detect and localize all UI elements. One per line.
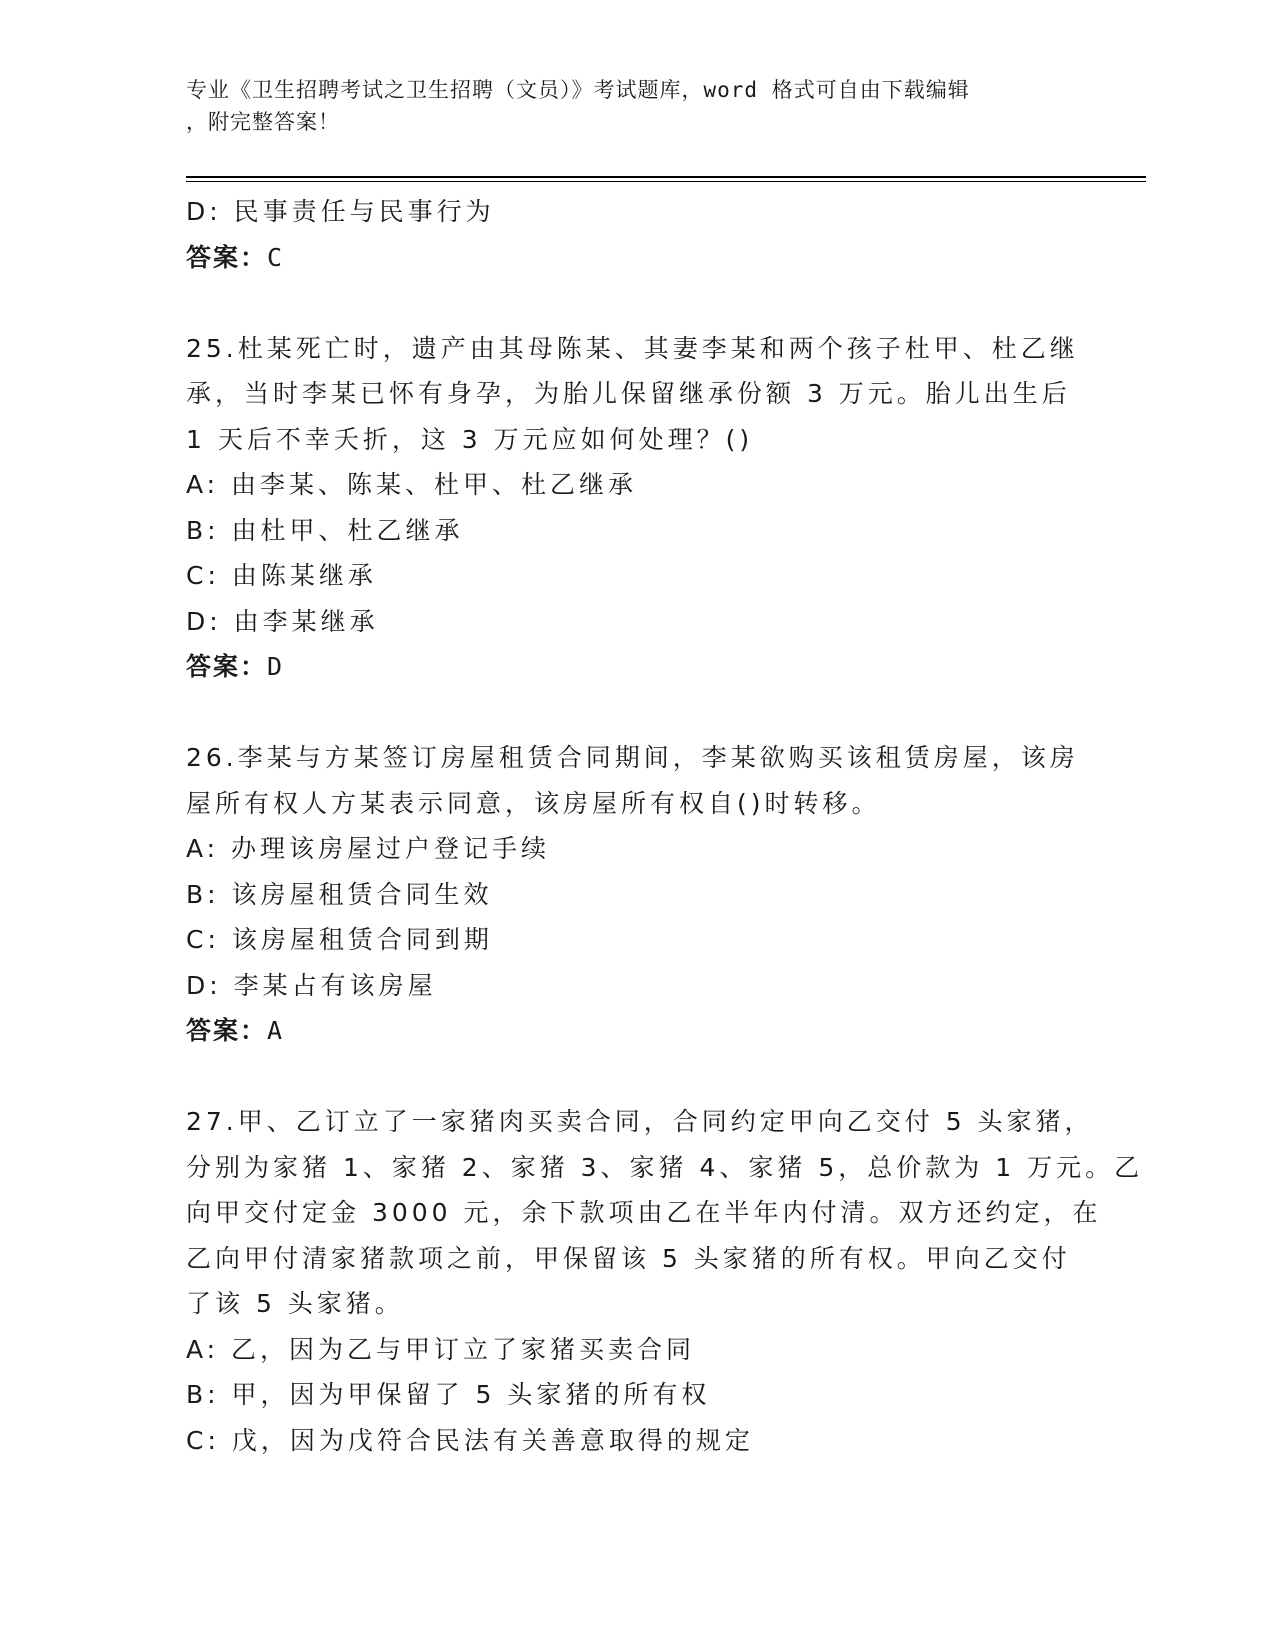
question-26 xyxy=(186,735,1086,1054)
question-line: 向甲交付定金 3000 元，余下款项由乙在半年内付清。双方还约定，在 xyxy=(186,1198,1102,1227)
header-divider-thick xyxy=(186,176,1146,178)
prev-answer xyxy=(186,235,1086,281)
option-c: C: 该房屋租赁合同到期 xyxy=(186,925,493,954)
question-line: 1 天后不幸夭折，这 3 万元应如何处理？() xyxy=(186,424,754,454)
option-a: A: 乙，因为乙与甲订立了家猪买卖合同 xyxy=(186,1334,696,1364)
option-d: D: 由李某继承 xyxy=(186,606,379,636)
answer-label: 答案： xyxy=(186,242,268,272)
question-27 xyxy=(186,1099,1144,1463)
answer-label: 答案： xyxy=(186,1016,268,1045)
option-b: B: 由杜甲、杜乙继承 xyxy=(186,515,464,545)
option-c: C: 由陈某继承 xyxy=(186,561,377,590)
option-a: A: 由李某、陈某、杜甲、杜乙继承 xyxy=(186,470,638,499)
document-body xyxy=(186,189,1144,1463)
question-line: 了该 5 头家猪。 xyxy=(186,1289,404,1318)
option-b: B: 该房屋租赁合同生效 xyxy=(186,879,493,909)
answer-value: C xyxy=(267,242,285,272)
question-line: 分别为家猪 1、家猪 2、家猪 3、家猪 4、家猪 5，总价款为 1 万元。乙 xyxy=(186,1152,1144,1182)
option-d: D: 李某占有该房屋 xyxy=(186,970,437,1000)
answer-value: D xyxy=(267,652,285,681)
question-25 xyxy=(186,326,1086,690)
header-line-1: 专业《卫生招聘考试之卫生招聘（文员）》考试题库，word 格式可自由下载编辑 xyxy=(186,78,970,102)
question-line: 25.杜某死亡时，遗产由其母陈某、其妻李某和两个孩子杜甲、杜乙继 xyxy=(186,333,1079,363)
answer-value: A xyxy=(267,1016,285,1045)
answer-label: 答案： xyxy=(186,652,268,681)
spacer xyxy=(186,1054,1086,1100)
spacer xyxy=(186,280,1086,326)
question-line: 承，当时李某已怀有身孕，为胎儿保留继承份额 3 万元。胎儿出生后 xyxy=(186,379,1071,408)
option-a: A: 办理该房屋过户登记手续 xyxy=(186,834,551,863)
document-header xyxy=(186,74,1086,138)
prev-option-d: D: 民事责任与民事行为 xyxy=(186,197,495,226)
option-b: B: 甲，因为甲保留了 5 头家猪的所有权 xyxy=(186,1380,711,1409)
header-divider-thin xyxy=(186,181,1146,182)
question-answer xyxy=(186,1008,1086,1054)
question-line: 26.李某与方某签订房屋租赁合同期间，李某欲购买该租赁房屋，该房 xyxy=(186,743,1079,772)
question-answer xyxy=(186,644,1086,690)
option-c: C: 戊，因为戊符合民法有关善意取得的规定 xyxy=(186,1425,754,1455)
question-line: 屋所有权人方某表示同意，该房屋所有权自()时转移。 xyxy=(186,788,881,818)
question-line: 乙向甲付清家猪款项之前，甲保留该 5 头家猪的所有权。甲向乙交付 xyxy=(186,1243,1071,1273)
spacer xyxy=(186,690,1086,736)
question-line: 27.甲、乙订立了一家猪肉买卖合同，合同约定甲向乙交付 5 头家猪， xyxy=(186,1107,1094,1136)
header-line-2: ，附完整答案！ xyxy=(186,110,340,134)
